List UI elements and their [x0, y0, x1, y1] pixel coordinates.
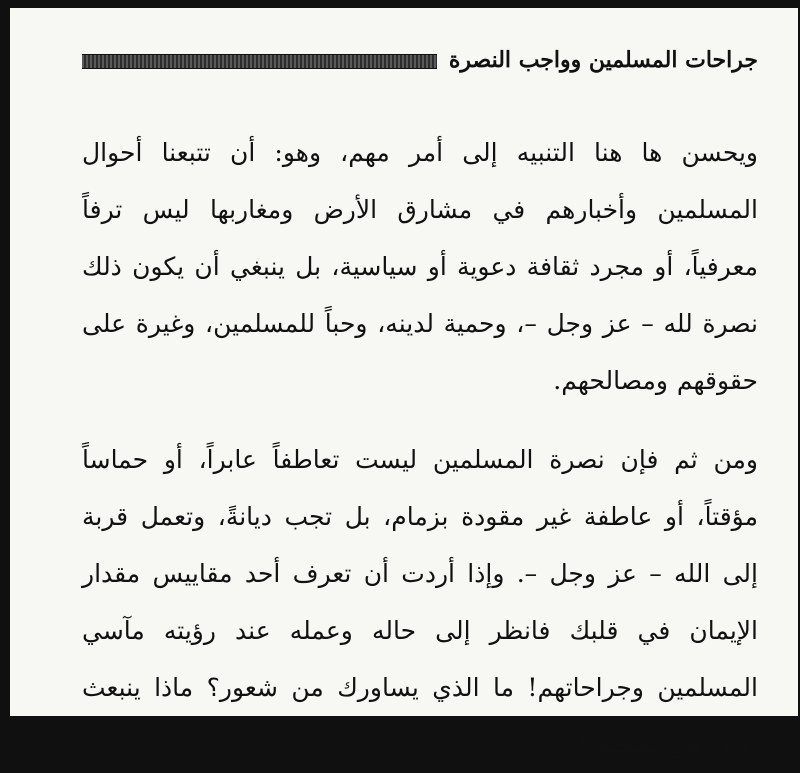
- header-rule: [82, 54, 437, 69]
- paragraph-2: ومن ثم فإن نصرة المسلمين ليست تعاطفاً عابراً، أو حماساً مؤقتاً، أو عاطفة غير مقودة بزمام، بل تجب ديانةً، وتعمل قربة إلى الله – عز وجل –. وإذا أردت أن تعرف أحد مقاييس مقدار الإيمان في قلبك فانظر إلى حاله وعمله عند رؤيته مآسي المسلمين وجراحاتهم! ما الذي يساورك من شعور؟ ماذا ينبعث لديك من تضحية؟: [82, 445, 758, 759]
- chapter-header: [82, 42, 758, 78]
- paragraph-1: ويحسن ها هنا التنبيه إلى أمر مهم، وهو: أن تتبعنا أحوال المسلمين وأخبارهم في مشارق الأرض ومغاربها ليس ترفاً معرفياً، أو مجرد ثقافة دعوية أو سياسية، بل ينبغي أن يكون ذلك نصرة لله – عز وجل –، وحمية لدينه، وحباً للمسلمين، وغيرة على حقوقهم ومصالحهم.: [82, 138, 758, 395]
- page-body: [82, 124, 758, 773]
- chapter-title: جراحات المسلمين وواجب النصرة: [448, 47, 758, 73]
- book-page: [10, 8, 798, 759]
